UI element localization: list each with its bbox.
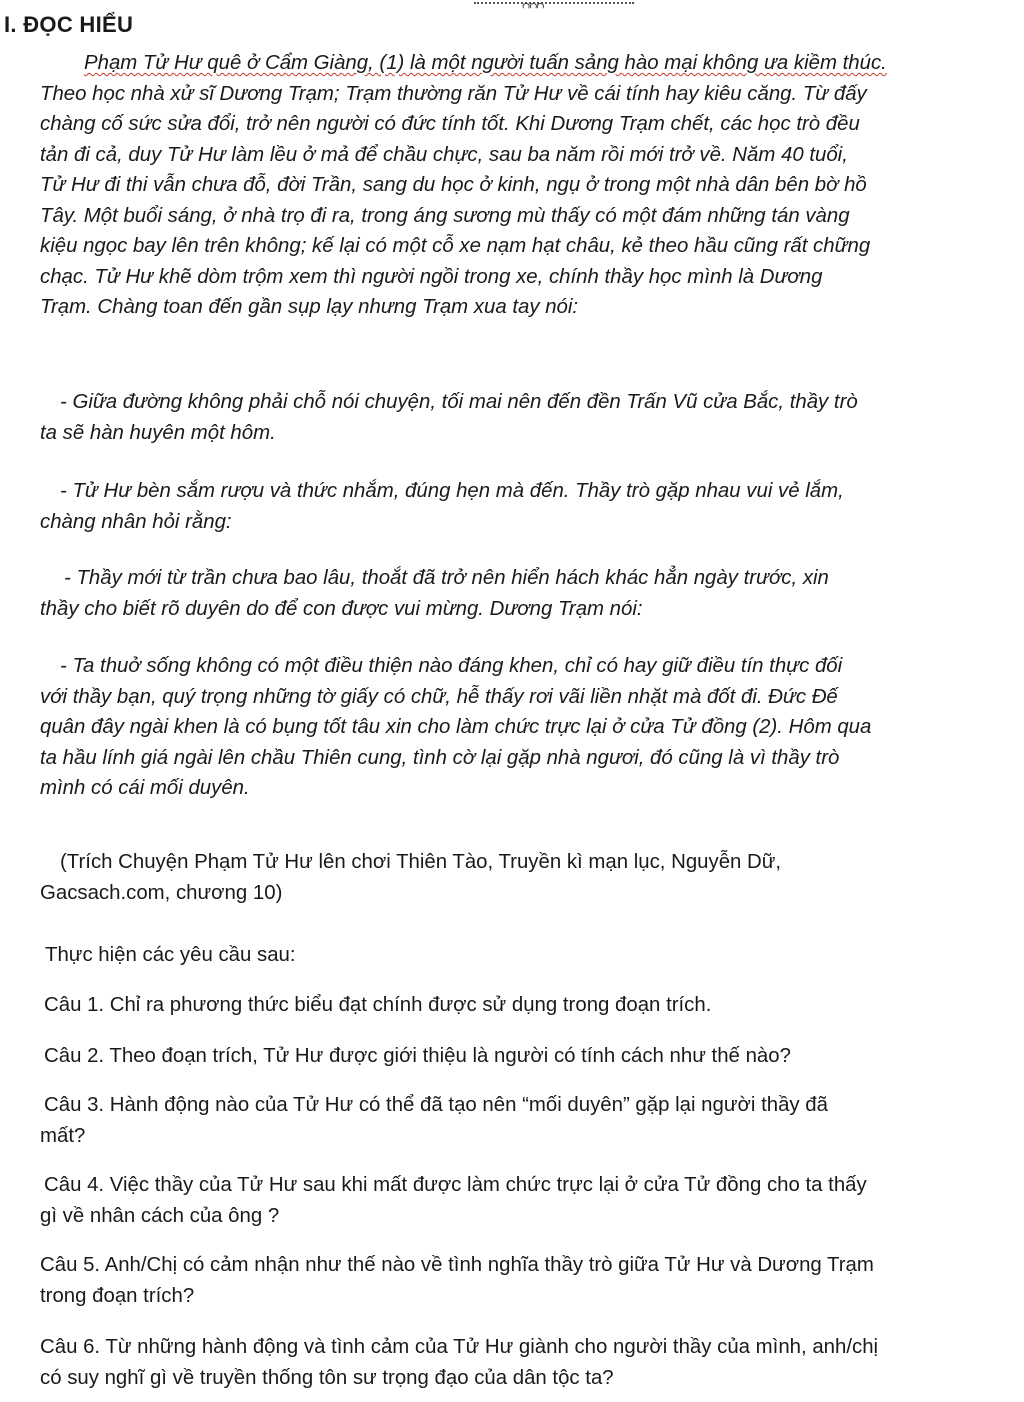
question-line: Câu 4. Việc thầy của Tử Hư sau khi mất được làm chức trực lại ở cửa Tử đồng cho ta thấy	[44, 1174, 867, 1196]
question-line: có suy nghĩ gì về truyền thống tôn sư trọng đạo của dân tộc ta?	[40, 1366, 614, 1389]
question-item	[40, 1170, 995, 1231]
question-item	[40, 1250, 995, 1311]
question-line: mất?	[40, 1124, 86, 1147]
dialogue-line: - Thầy mới từ trần chưa bao lâu, thoắt đã trở nên hiển hách khác hẳn ngày trước, xin	[64, 567, 829, 589]
dialogue-line: mình có cái mối duyên.	[40, 777, 250, 799]
dialogue-line: - Giữa đường không phải chỗ nói chuyện, tối mai nên đến đền Trấn Vũ cửa Bắc, thầy trò	[60, 391, 858, 413]
dialogue-paragraph	[40, 476, 995, 537]
passage-paragraph	[40, 48, 995, 323]
source-citation	[40, 847, 995, 908]
dialogue-paragraph	[40, 387, 995, 448]
dialogue-line: chàng nhân hỏi rằng:	[40, 510, 232, 533]
dialogue-line: quân đây ngài khen là có bụng tốt tâu xin cho làm chức trực lại ở cửa Tử đồng (2). Hôm qua	[40, 716, 872, 738]
passage-line: kiệu ngọc bay lên trên không; kế lại có một cỗ xe nạm hạt châu, kẻ theo hầu cũng rất chững	[40, 235, 871, 257]
passage-line: Phạm Tử Hư quê ở Cẩm Giàng, (1) là một người tuấn sảng hào mại không ưa kiềm thúc.	[84, 52, 887, 74]
question-line: Câu 1. Chỉ ra phương thức biểu đạt chính được sử dụng trong đoạn trích.	[44, 994, 712, 1016]
passage-line: tản đi cả, duy Tử Hư làm lều ở mả để chầu chực, sau ba năm rồi mới trở về. Năm 40 tuổi,	[40, 143, 848, 166]
dialogue-paragraph	[40, 563, 995, 624]
dialogue-line: với thầy bạn, quý trọng những tờ giấy có chữ, hễ thấy rơi vãi liền nhặt mà đốt đi. Đức Đế	[40, 685, 838, 708]
question-item	[40, 990, 995, 1021]
passage-line: Tử Hư đi thi vẫn chưa đỗ, đời Trần, sang du học ở kinh, ngụ ở trong một nhà dân bên bờ hồ	[40, 174, 867, 196]
citation-line: Gacsach.com, chương 10)	[40, 881, 283, 904]
dialogue-line: thầy cho biết rõ duyên do để con được vui mừng. Dương Trạm nói:	[40, 597, 643, 620]
decorative-flourish: ᴒᴒᴒ	[522, 0, 544, 12]
citation-line: (Trích Chuyện Phạm Tử Hư lên chơi Thiên Tào, Truyền kì mạn lục, Nguyễn Dữ,	[60, 851, 782, 873]
passage-line: Tây. Một buổi sáng, ở nhà trọ đi ra, trong áng sương mù thấy có một đám những tán vàng	[40, 204, 850, 227]
dialogue-paragraph	[40, 651, 995, 804]
task-instruction: Thực hiện các yêu cầu sau:	[45, 944, 296, 966]
question-item	[40, 1041, 995, 1072]
passage-line: chạc. Tử Hư khẽ dòm trộm xem thì người ngồi trong xe, chính thầy học mình là Dương	[40, 265, 823, 288]
question-item	[40, 1332, 995, 1393]
passage-line: Trạm. Chàng toan đến gần sụp lạy nhưng Trạm xua tay nói:	[40, 296, 579, 318]
decorative-rule	[474, 2, 634, 14]
question-line: trong đoạn trích?	[40, 1284, 195, 1307]
dialogue-line: ta sẽ hàn huyên một hôm.	[40, 421, 276, 444]
question-line: gì về nhân cách của ông ?	[40, 1204, 280, 1227]
section-heading: I. ĐỌC HIỂU	[4, 12, 134, 37]
question-line: Câu 3. Hành động nào của Tử Hư có thể đã tạo nên “mối duyên” gặp lại người thầy đã	[44, 1094, 828, 1116]
dialogue-line: - Tử Hư bèn sắm rượu và thức nhắm, đúng hẹn mà đến. Thầy trò gặp nhau vui vẻ lắm,	[60, 480, 844, 502]
question-line: Câu 2. Theo đoạn trích, Tử Hư được giới thiệu là người có tính cách như thế nào?	[44, 1045, 791, 1067]
question-line: Câu 5. Anh/Chị có cảm nhận như thế nào về tình nghĩa thầy trò giữa Tử Hư và Dương Trạm	[40, 1254, 874, 1276]
passage-line: Theo học nhà xử sĩ Dương Trạm; Trạm thường răn Tử Hư về cái tính hay kiêu căng. Từ đấy	[40, 82, 867, 105]
dialogue-line: - Ta thuở sống không có một điều thiện nào đáng khen, chỉ có hay giữ điều tín thực đối	[60, 655, 843, 677]
question-item	[40, 1090, 995, 1151]
dialogue-line: ta hầu lính giá ngài lên chầu Thiên cung, tình cờ lại gặp nhà ngươi, đó cũng là vì thầy trò	[40, 746, 840, 769]
question-line: Câu 6. Từ những hành động và tình cảm của Tử Hư giành cho người thầy của mình, anh/chị	[40, 1336, 879, 1358]
passage-line: chàng cố sức sửa đổi, trở nên người có đức tính tốt. Khi Dương Trạm chết, các học trò đều	[40, 113, 860, 135]
